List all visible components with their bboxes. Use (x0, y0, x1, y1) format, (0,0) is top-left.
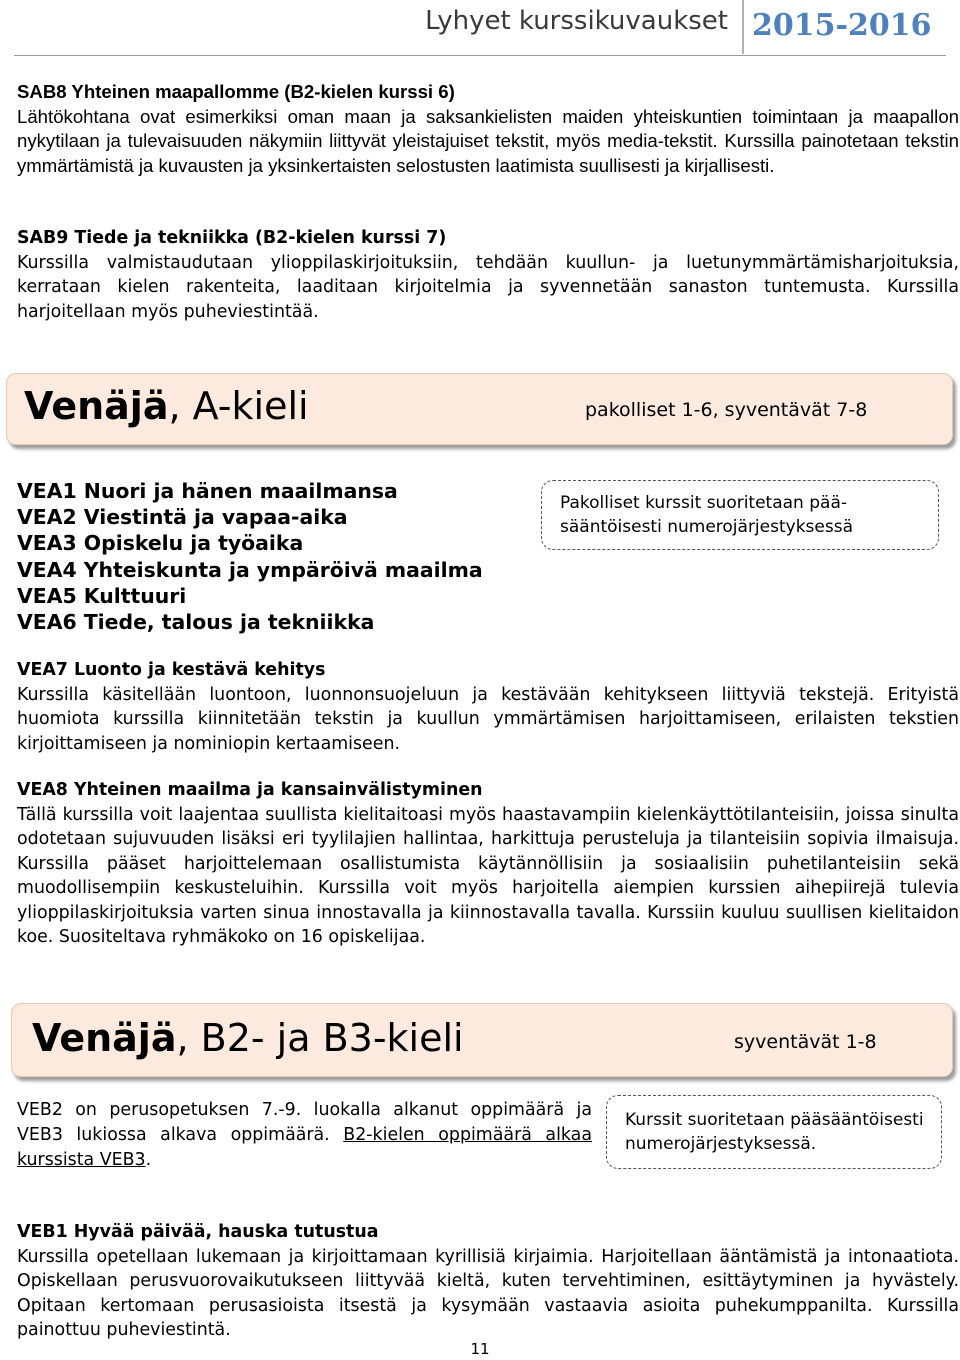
course-title: VEA8 Yhteinen maailma ja kansainvälistyminen (17, 780, 483, 800)
section-title-rest: , B2- ja B3-kieli (176, 1016, 464, 1060)
section-title-bold: Venäjä (24, 384, 169, 428)
list-item: VEA5 Kulttuuri (17, 583, 187, 608)
section-subtitle: pakolliset 1-6, syventävät 7-8 (585, 399, 868, 421)
list-item: VEA2 Viestintä ja vapaa-aika (17, 505, 348, 530)
list-item: VEA1 Nuori ja hänen maailmansa (17, 479, 398, 503)
note-text: Kurssit suoritetaan pääsääntöisesti numerojärjestyksessä. (625, 1110, 924, 1154)
note-box-order-b (606, 1095, 942, 1169)
course-description: Tällä kurssilla voit laajentaa suullista kielitaitoasi myös haastavampiin kielenkäyttötilanteisiin, joissa sinulta odotetaan sujuvuuden lisäksi eri tyylilajien hallintaa, harkittuja perusteluja ja tilanteisiin sopivia ilmaisuja. Kurssilla pääset harjoittelemaan osallistumista käytännöllisiin ja sosiaalisiin puhetilanteisiin sekä muodollisempiin keskusteluihin. Kurssilla voit myös harjoitella aiempien kurssien aihepiirejä tulevia ylioppilaskirjoituksia varten sinua innostavalla ja kiinnostavalla tavalla. Kurssiin kuuluu suullisen kielitaidon koe. Suositeltava ryhmäkoko on 16 opiskelijaa. (17, 804, 959, 947)
intro-text: VEB2 on perusopetuksen 7.-9. luokalla alkanut oppimäärä ja VEB3 lukiossa alkava oppimäärä. (17, 1100, 592, 1145)
course-vea8 (17, 778, 959, 950)
course-vea7 (17, 658, 959, 756)
list-item: VEA3 Opiskelu ja työaika (17, 531, 304, 556)
veb-intro-text (17, 1098, 592, 1173)
note-box-order (541, 480, 939, 550)
course-description: Kurssilla käsitellään luontoon, luonnonsuojeluun ja kestävään kehitykseen liittyviä tekstejä. Erityistä huomiota kurssilla kiinnitetään tekstin ja kuullun ymmärtämisen harjoittamiseen, erilaisten tekstien kirjoittamiseen ja nominiopin kertaamiseen. (17, 684, 959, 754)
list-item: VEA4 Yhteiskunta ja ympäröivä maailma (17, 557, 483, 582)
intro-underlined-text: B2-kielen oppimäärä alkaa kurssista VEB3 (17, 1125, 592, 1170)
header-separator (742, 0, 744, 54)
course-title: VEA7 Luonto ja kestävä kehitys (17, 660, 326, 680)
header-year: 2015-2016 (752, 8, 932, 43)
page-number: 11 (470, 1340, 490, 1358)
course-title: SAB8 Yhteinen maapallomme (B2-kielen kurssi 6) (17, 81, 455, 102)
section-title-bold: Venäjä (32, 1016, 177, 1060)
course-sab8 (17, 80, 959, 178)
compulsory-course-list (17, 478, 483, 635)
course-description: Kurssilla opetellaan lukemaan ja kirjoittamaan kyrillisiä kirjaimia. Harjoitellaan ääntämistä ja intonaatiota. Opiskellaan perusvuorovaikutukseen liittyvää kieltä, kuten tervehtiminen, esittäytyminen ja hyvästely. Opitaan kertomaan perusasioista itsestä ja kysymään vastaavia asioita puhekumppanilta. Kurssilla painottuu puheviestintä. (17, 1246, 959, 1340)
course-description: Kurssilla valmistaudutaan ylioppilaskirjoituksiin, tehdään kuullun- ja luetunymmärtämisharjoituksia, kerrataan kielen rakenteita, laaditaan kirjoitelmia ja syvennetään sanaston tuntemusta. Kurssilla harjoitellaan myös puheviestintää. (17, 252, 959, 322)
section-title-rest: , A-kieli (168, 384, 309, 428)
header-rule (14, 55, 946, 56)
course-sab9 (17, 226, 959, 324)
running-header-title: Lyhyet kurssikuvaukset (425, 6, 728, 36)
section-subtitle: syventävät 1-8 (734, 1031, 877, 1053)
course-title: SAB9 Tiede ja tekniikka (B2-kielen kurssi 7) (17, 228, 447, 248)
course-description: Lähtökohtana ovat esimerkiksi oman maan ja saksankielisten maiden yhteiskuntien toimintaan ja maapallon nykytilaan ja tulevaisuuden näkymiin liittyvät yleistajuiset tekstit, myös media-tekstit. Kurssilla painotetaan tekstin ymmärtämistä ja kuvausten ja yksinkertaisten selostusten laatimista suullisesti ja kirjallisesti. (17, 105, 959, 176)
section-title (24, 384, 309, 428)
list-item: VEA6 Tiede, talous ja tekniikka (17, 610, 375, 635)
section-title (32, 1016, 464, 1060)
course-veb1 (17, 1220, 959, 1343)
intro-end: . (145, 1150, 152, 1170)
course-title: VEB1 Hyvää päivää, hauska tutustua (17, 1222, 379, 1242)
note-text: Pakolliset kurssit suoritetaan pää-sääntöisesti numerojärjestyksessä (560, 493, 853, 537)
